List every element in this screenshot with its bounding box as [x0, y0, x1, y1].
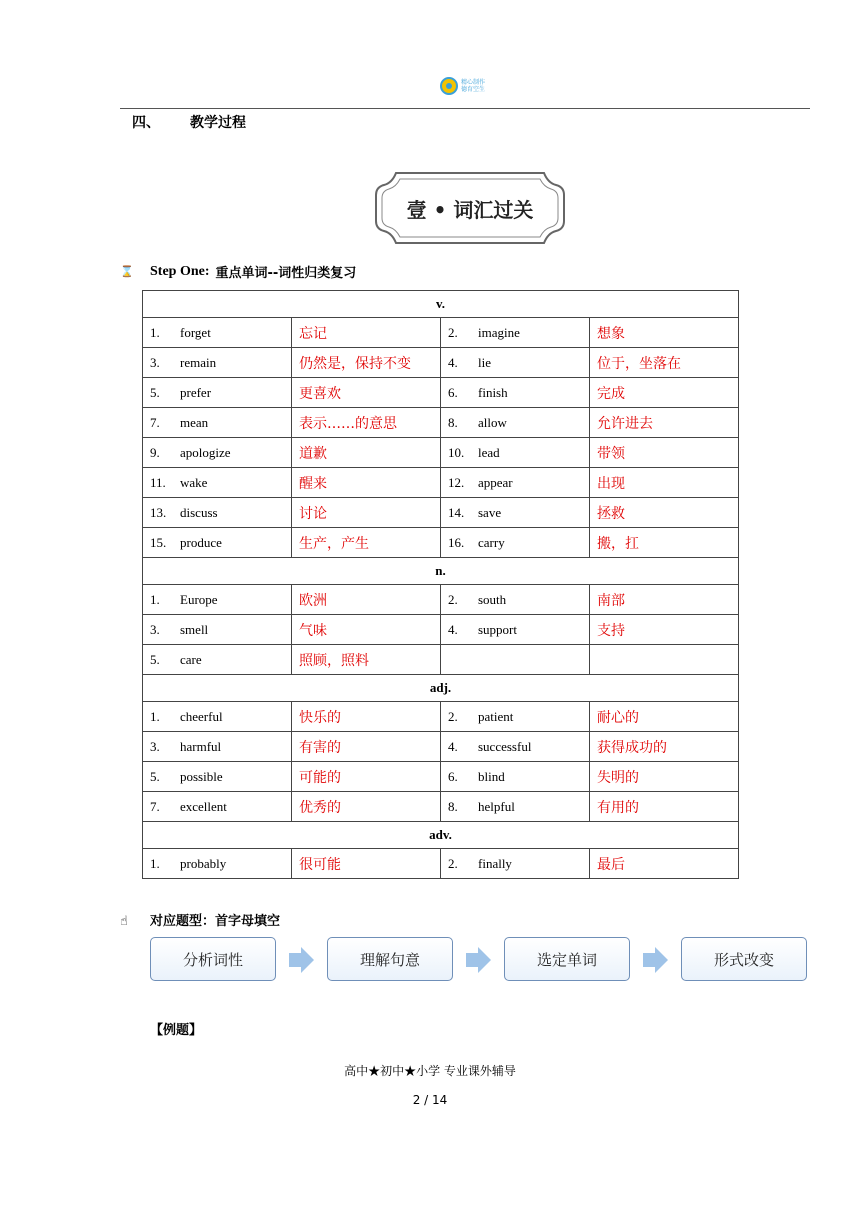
english-word: mean [180, 414, 209, 430]
section-number: 四、 [132, 115, 160, 131]
word-number: 2. [448, 591, 458, 607]
word-cell [143, 408, 292, 438]
word-cell [143, 318, 292, 348]
chinese-meaning: 失明的 [590, 762, 739, 792]
table-row [143, 528, 739, 558]
word-number: 2. [448, 324, 458, 340]
word-cell [441, 408, 590, 438]
word-cell [143, 378, 292, 408]
section-title: 教学过程 [190, 115, 246, 131]
chinese-meaning: 搬，扛 [590, 528, 739, 558]
english-word: support [478, 621, 517, 637]
word-number: 10. [448, 444, 465, 460]
word-number: 7. [150, 414, 160, 430]
chinese-meaning: 支持 [590, 615, 739, 645]
english-word: successful [478, 738, 532, 754]
word-number: 1. [150, 324, 160, 340]
word-number: 13. [150, 504, 167, 520]
word-cell [143, 732, 292, 762]
word-cell [441, 438, 590, 468]
chinese-meaning: 位于，坐落在 [590, 348, 739, 378]
chinese-meaning: 更喜欢 [292, 378, 441, 408]
chinese-meaning: 允许进去 [590, 408, 739, 438]
word-number: 6. [448, 768, 458, 784]
word-number: 5. [150, 651, 160, 667]
word-number: 14. [448, 504, 465, 520]
word-number: 8. [448, 414, 458, 430]
word-cell [441, 348, 590, 378]
table-row [143, 702, 739, 732]
word-cell [441, 528, 590, 558]
english-word: lead [478, 444, 500, 460]
table-row [143, 585, 739, 615]
chinese-meaning: 醒来 [292, 468, 441, 498]
flow-step-transform: 形式改变 [681, 937, 807, 981]
english-word: Europe [180, 591, 218, 607]
table-row [143, 318, 739, 348]
table-row [143, 762, 739, 792]
english-word: remain [180, 354, 217, 370]
section-heading [132, 112, 246, 132]
question-type-heading [120, 910, 280, 929]
english-word: finally [478, 855, 512, 871]
english-word: finish [478, 384, 508, 400]
chinese-meaning: 很可能 [292, 849, 441, 879]
word-number: 4. [448, 621, 458, 637]
flow-arrow-icon [287, 946, 315, 974]
chinese-meaning: 气味 [292, 615, 441, 645]
table-row [143, 408, 739, 438]
word-number: 8. [448, 798, 458, 814]
header-logo [440, 76, 500, 96]
chinese-meaning: 道歉 [292, 438, 441, 468]
word-number: 11. [150, 474, 166, 490]
english-word: excellent [180, 798, 227, 814]
word-cell [441, 615, 590, 645]
word-number: 9. [150, 444, 160, 460]
header-rule [120, 108, 810, 109]
step-one-heading [120, 262, 356, 281]
pointing-hand-icon: ☝ [120, 914, 128, 929]
word-cell [143, 348, 292, 378]
word-number: 3. [150, 621, 160, 637]
word-cell [143, 498, 292, 528]
word-cell [441, 849, 590, 879]
word-cell [143, 585, 292, 615]
flow-step-select: 选定单词 [504, 937, 630, 981]
flow-arrow-icon [641, 946, 669, 974]
table-row [143, 438, 739, 468]
word-cell [441, 468, 590, 498]
word-number: 5. [150, 768, 160, 784]
table-section-header [143, 558, 739, 585]
word-number: 4. [448, 354, 458, 370]
word-number: 2. [448, 708, 458, 724]
english-word: save [478, 504, 502, 520]
part-of-speech-label: n. [143, 558, 739, 585]
table-row [143, 849, 739, 879]
word-number: 2. [448, 855, 458, 871]
chinese-meaning: 照顾，照料 [292, 645, 441, 675]
chinese-meaning: 生产，产生 [292, 528, 441, 558]
chinese-meaning: 完成 [590, 378, 739, 408]
word-number: 1. [150, 591, 160, 607]
part-of-speech-label: adv. [143, 822, 739, 849]
word-cell [143, 849, 292, 879]
english-word: south [478, 591, 507, 607]
chinese-meaning: 有害的 [292, 732, 441, 762]
word-number: 3. [150, 738, 160, 754]
vocab-table [142, 290, 739, 879]
logo-badge-icon [440, 77, 458, 95]
word-number: 6. [448, 384, 458, 400]
title-banner-text: 壹 • 词汇过关 [406, 197, 534, 222]
english-word: harmful [180, 738, 222, 754]
chinese-meaning: 最后 [590, 849, 739, 879]
word-number: 7. [150, 798, 160, 814]
word-cell [143, 528, 292, 558]
english-word: cheerful [180, 708, 223, 724]
word-number: 1. [150, 855, 160, 871]
english-word: allow [478, 414, 507, 430]
word-number: 15. [150, 534, 167, 550]
table-row [143, 645, 739, 675]
chinese-meaning: 出现 [590, 468, 739, 498]
word-cell [143, 468, 292, 498]
chinese-meaning: 表示……的意思 [292, 408, 441, 438]
word-number: 12. [448, 474, 465, 490]
chinese-meaning: 有用的 [590, 792, 739, 822]
word-cell [441, 645, 590, 675]
word-cell [143, 438, 292, 468]
flow-arrow-icon [464, 946, 492, 974]
chinese-meaning: 想象 [590, 318, 739, 348]
english-word: carry [478, 534, 505, 550]
table-row [143, 468, 739, 498]
table-section-header [143, 291, 739, 318]
chinese-meaning: 仍然是，保持不变 [292, 348, 441, 378]
chinese-meaning: 快乐的 [292, 702, 441, 732]
table-row [143, 498, 739, 528]
word-cell [441, 378, 590, 408]
table-row [143, 348, 739, 378]
logo-line1: 精心制作 [461, 79, 486, 86]
english-word: care [180, 651, 202, 667]
step-one-label: Step One: [150, 263, 210, 279]
table-row [143, 732, 739, 762]
chinese-meaning: 欧洲 [292, 585, 441, 615]
step-one-title: 重点单词--词性归类复习 [215, 266, 357, 281]
word-cell [143, 702, 292, 732]
chinese-meaning: 忘记 [292, 318, 441, 348]
chinese-meaning: 南部 [590, 585, 739, 615]
chinese-meaning [590, 645, 739, 675]
chinese-meaning: 耐心的 [590, 702, 739, 732]
english-word: blind [478, 768, 505, 784]
chinese-meaning: 拯救 [590, 498, 739, 528]
table-row [143, 792, 739, 822]
logo-text [461, 79, 485, 93]
word-cell [143, 762, 292, 792]
word-cell [143, 645, 292, 675]
english-word: imagine [478, 324, 520, 340]
english-word: helpful [478, 798, 515, 814]
chinese-meaning: 优秀的 [292, 792, 441, 822]
flow-step-understand: 理解句意 [327, 937, 453, 981]
page-number: 2 / 14 [412, 1093, 448, 1107]
word-cell [441, 498, 590, 528]
part-of-speech-label: v. [143, 291, 739, 318]
english-word: possible [180, 768, 223, 784]
english-word: discuss [180, 504, 218, 520]
chinese-meaning: 带领 [590, 438, 739, 468]
word-cell [441, 318, 590, 348]
flow-step-analyze: 分析词性 [150, 937, 276, 981]
question-type-label: 对应题型：首字母填空 [150, 914, 281, 929]
chinese-meaning: 可能的 [292, 762, 441, 792]
word-number: 3. [150, 354, 160, 370]
word-cell [441, 792, 590, 822]
english-word: appear [478, 474, 513, 490]
english-word: wake [180, 474, 208, 490]
word-number: 5. [150, 384, 160, 400]
word-cell [441, 762, 590, 792]
word-number: 1. [150, 708, 160, 724]
table-section-header [143, 822, 739, 849]
word-cell [143, 792, 292, 822]
chinese-meaning: 讨论 [292, 498, 441, 528]
example-label: 【例题】 [150, 1023, 203, 1038]
english-word: patient [478, 708, 514, 724]
logo-line2: 德育空生 [461, 86, 486, 93]
hourglass-icon: ⌛ [120, 265, 134, 278]
english-word: probably [180, 855, 227, 871]
english-word: prefer [180, 384, 212, 400]
word-cell [441, 585, 590, 615]
chinese-meaning: 获得成功的 [590, 732, 739, 762]
english-word: forget [180, 324, 211, 340]
table-section-header [143, 675, 739, 702]
word-cell [143, 615, 292, 645]
word-number: 4. [448, 738, 458, 754]
word-cell [441, 732, 590, 762]
english-word: apologize [180, 444, 231, 460]
english-word: smell [180, 621, 209, 637]
part-of-speech-label: adj. [143, 675, 739, 702]
word-cell [441, 702, 590, 732]
table-row [143, 615, 739, 645]
word-number: 16. [448, 534, 465, 550]
footer-text: 高中★初中★小学 专业课外辅导 [344, 1064, 516, 1078]
english-word: lie [478, 354, 491, 370]
table-row [143, 378, 739, 408]
english-word: produce [180, 534, 222, 550]
